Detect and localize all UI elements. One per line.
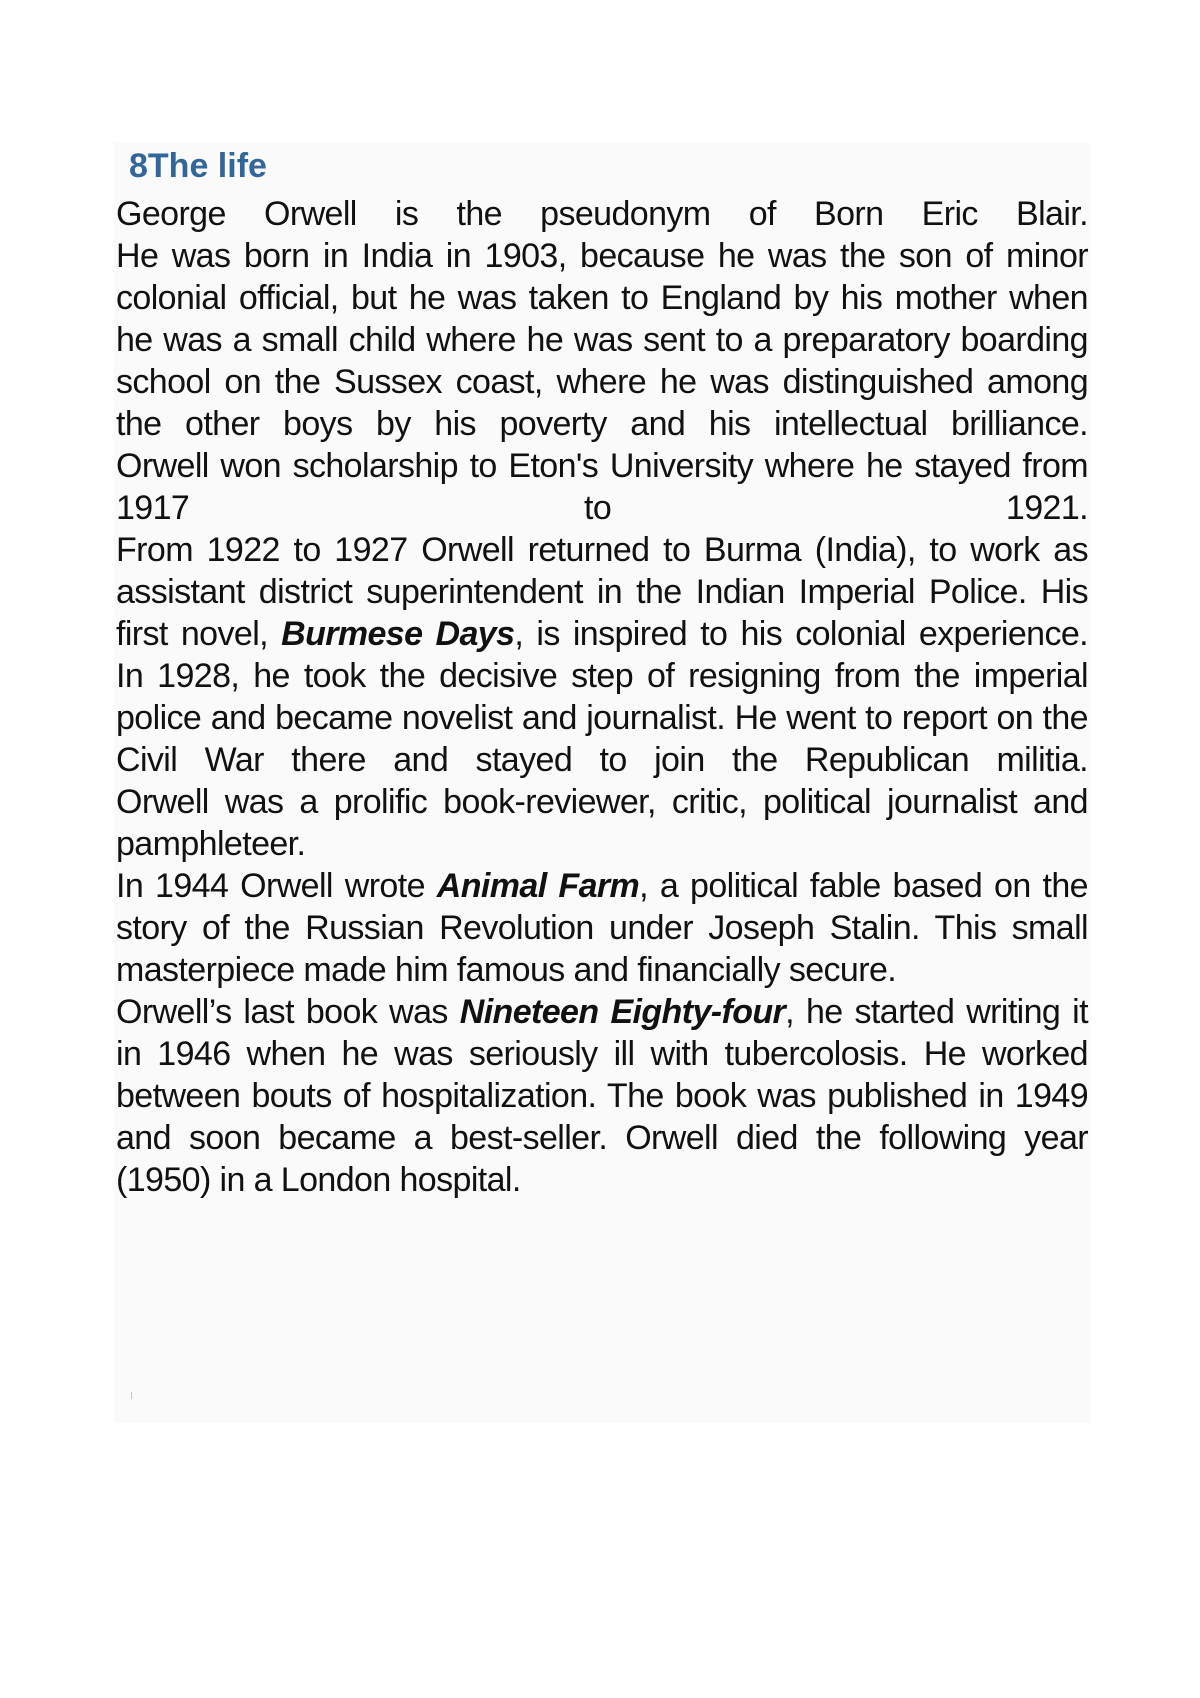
book-title-burmese-days: Burmese Days — [281, 615, 515, 653]
paragraph-childhood — [116, 235, 1088, 445]
text-run: In 1944 Orwell wrote — [116, 867, 437, 905]
text-run: , he started writing it in 1946 when he was seriously ill with tubercolosis. He worked between bouts of hospitalization. The book was published in 1949 and soon became a best-seller. Orwell died the following year (1950) in a London hospital. — [116, 993, 1088, 1199]
text-run: Orwell was a prolific book-reviewer, critic, political journalist and pamphleteer. — [116, 783, 1088, 863]
paragraph-pseudonym — [116, 193, 1088, 235]
paragraph-eton — [116, 445, 1088, 529]
text-run: , a political fable based on the story of the Russian Revolution under Joseph Stalin. This small masterpiece made him famous and financially secure. — [116, 867, 1088, 989]
biography-text — [116, 193, 1088, 1201]
stray-mark — [131, 1392, 132, 1399]
text-run: George Orwell is the pseudonym of Born Eric Blair. — [116, 195, 1088, 233]
text-run: Orwell won scholarship to Eton's University where he stayed from 1917 to 1921. — [116, 447, 1088, 527]
book-title-animal-farm: Animal Farm — [436, 867, 640, 905]
paragraph-journalism — [116, 655, 1088, 781]
book-title-nineteen-eighty-four: Nineteen Eighty-four — [459, 993, 786, 1031]
text-run: Orwell’s last book was — [116, 993, 460, 1031]
paragraph-reviewer — [116, 781, 1088, 865]
paragraph-nineteen-eighty-four — [116, 991, 1088, 1201]
text-run: He was born in India in 1903, because he was the son of minor colonial official, but he was taken to England by his mother when he was a small child where he was sent to a preparatory boarding school on the Sussex coast, where he was distinguished among the other boys by his poverty and his intellectual brilliance. — [116, 237, 1088, 443]
section-heading: 8The life — [129, 147, 267, 185]
text-run: In 1928, he took the decisive step of resigning from the imperial police and became novelist and journalist. He went to report on the Civil War there and stayed to join the Republican militia. — [116, 657, 1088, 779]
text-run: , is inspired to his colonial experience. — [514, 615, 1089, 653]
paragraph-animal-farm — [116, 865, 1088, 991]
text-run: From 1922 to 1927 Orwell returned to Burma (India), to work as assistant district superintendent in the Indian Imperial Police. His first novel, — [116, 531, 1088, 653]
paragraph-burma — [116, 529, 1088, 655]
